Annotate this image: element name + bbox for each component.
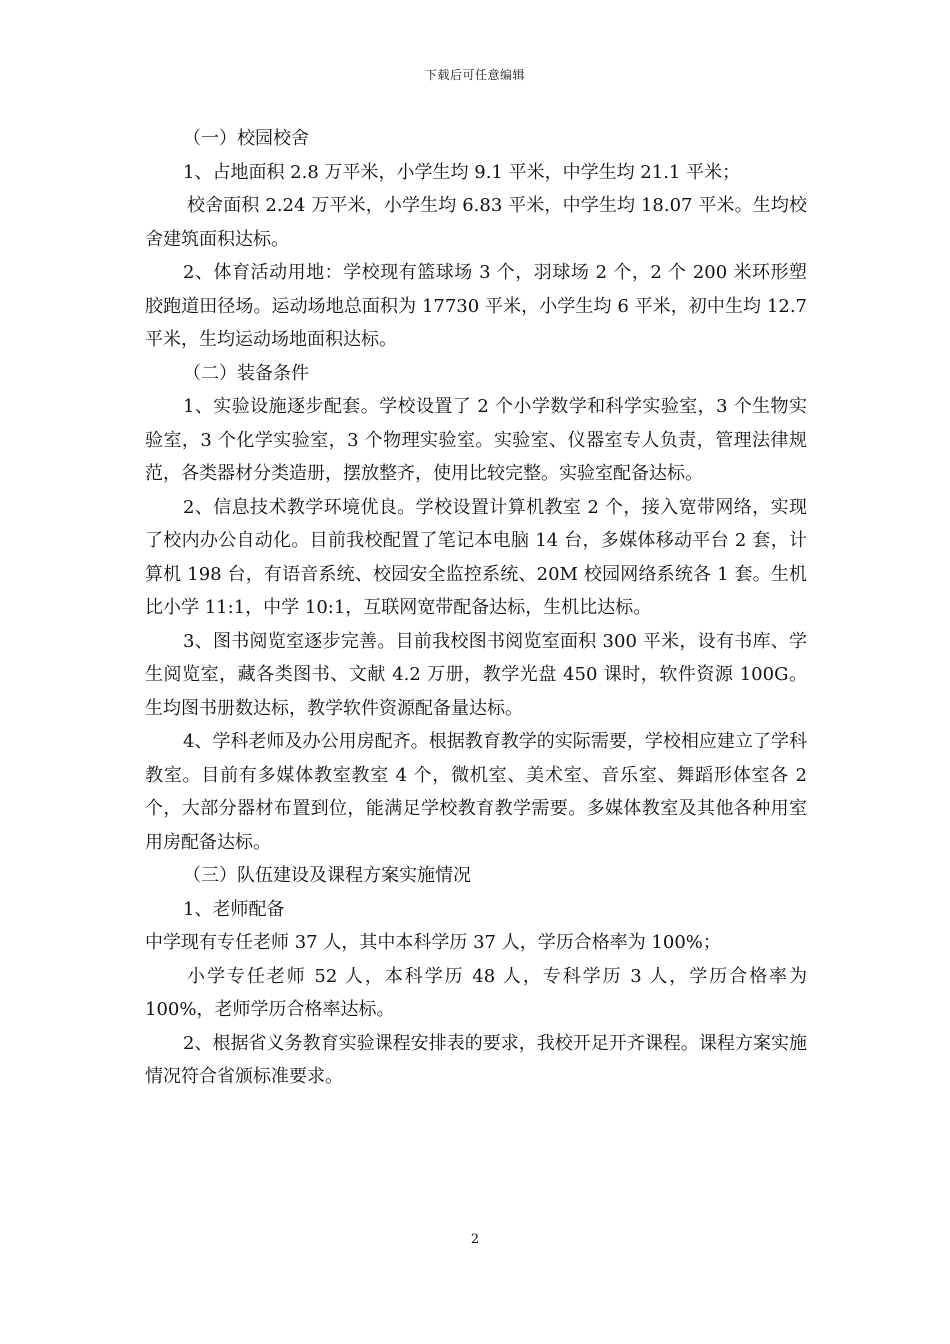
paragraph-teacher-staffing: 1、老师配备 (183, 898, 285, 920)
paragraph-laboratories: 1、实验设施逐步配套。学校设置了 2 个小学数学和科学实验室，3 个生物实验室，3 个化学实验室，3 个物理实验室。实验室、仪器室专人负责，管理法律规范，各类器材分类造册，摆放整齐，使用比较完整。实验室配备达标。 (145, 396, 807, 484)
section-heading-equipment: （二）装备条件 (183, 362, 309, 384)
page-header-note: 下载后可任意编辑 (424, 68, 525, 82)
section-heading-campus: （一）校园校舍 (183, 128, 309, 149)
paragraph-curriculum: 2、根据省义务教育实验课程安排表的要求，我校开足开齐课程。课程方案实施情况符合省颁标准要求。 (145, 1032, 807, 1087)
paragraph-middle-school-teachers: 中学现有专任老师 37 人，其中本科学历 37 人，学历合格率为 100%； (145, 932, 721, 953)
paragraph-primary-school-teachers: 小学专任老师 52 人，本科学历 48 人，专科学历 3 人，学历合格率为 100%，老师学历合格率达标。 (145, 965, 807, 1020)
paragraph-it-environment: 2、信息技术教学环境优良。学校设置计算机教室 2 个，接入宽带网络，实现了校内办公自动化。目前我校配置了笔记本电脑 14 台，多媒体移动平台 2 套，计算机 198 台，有语音系统、校园安全监控系统、20M 校园网络系统各 1 套。生机比小学 11:1，中学 10:1，互联网宽带配备达标，生机比达标。 (145, 496, 807, 618)
paragraph-sports-ground: 2、体育活动用地：学校现有篮球场 3 个，羽球场 2 个，2 个 200 米环形塑胶跑道田径场。运动场地总面积为 17730 平米，小学生均 6 平米，初中生均 12.7 平米，生均运动场地面积达标。 (145, 262, 807, 350)
paragraph-library: 3、图书阅览室逐步完善。目前我校图书阅览室面积 300 平米，设有书库、学生阅览室，藏各类图书、文献 4.2 万册，教学光盘 450 课时，软件资源 100G。生均图书册数达标，教学软件资源配备量达标。 (145, 630, 807, 719)
section-heading-staff-curriculum: （三）队伍建设及课程方案实施情况 (183, 865, 471, 886)
document-body (145, 122, 807, 1094)
paragraph-land-area: 1、占地面积 2.8 万平米，小学生均 9.1 平米，中学生均 21.1 平米； (183, 161, 741, 183)
paragraph-building-area: 校舍面积 2.24 万平米，小学生均 6.83 平米，中学生均 18.07 平米。生均校舍建筑面积达标。 (145, 195, 807, 250)
page-number: 2 (470, 1232, 480, 1247)
paragraph-subject-rooms: 4、学科老师及办公用房配齐。根据教育教学的实际需要，学校相应建立了学科教室。目前有多媒体教室教室 4 个，微机室、美术室、音乐室、舞蹈形体室各 2 个，大部分器材布置到位，能满足学校教育教学需要。多媒体教室及其他各种用室用房配备达标。 (145, 731, 807, 853)
